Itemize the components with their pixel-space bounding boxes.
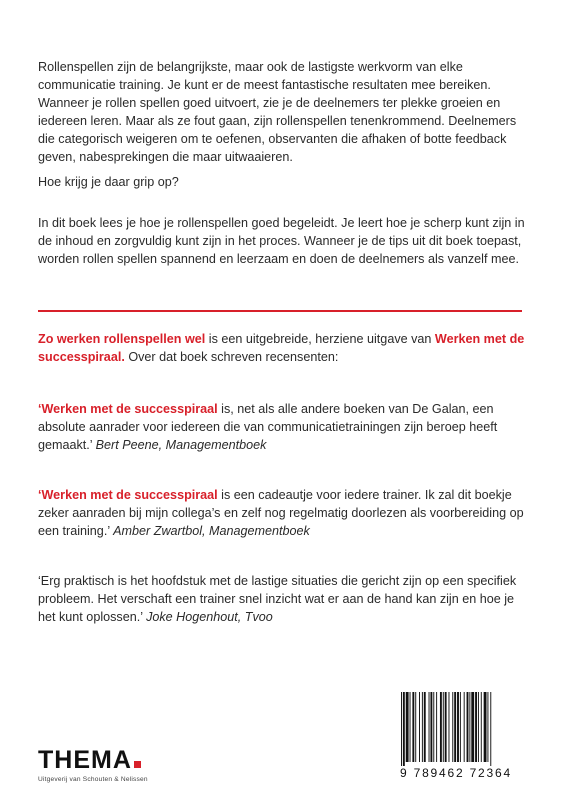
barcode-bar — [429, 692, 430, 762]
barcode-bar — [490, 692, 491, 766]
barcode-bar — [403, 692, 405, 766]
review-quote-lead: ‘Werken met de successpiraal — [38, 402, 218, 416]
barcode-bar — [487, 692, 488, 762]
barcode-bar — [436, 692, 437, 762]
review-attribution: Amber Zwartbol, Managementboek — [113, 524, 310, 538]
review-quote — [38, 486, 528, 540]
barcode-bar — [440, 692, 442, 762]
barcode-bar — [430, 692, 432, 762]
isbn-number: 9 789462 72364 — [400, 766, 522, 780]
barcode-bar — [401, 692, 402, 766]
barcode-bar — [460, 692, 461, 762]
review-quote — [38, 400, 528, 454]
barcode-bar — [471, 692, 474, 762]
review-quote-lead: ‘Werken met de successpiraal — [38, 488, 218, 502]
description-question: Hoe krijg je daar grip op? — [38, 175, 179, 189]
review-attribution: Bert Peene, Managementboek — [95, 438, 267, 452]
barcode-bar — [415, 692, 416, 762]
barcode-bar — [464, 692, 465, 762]
description-paragraph-2: In dit boek lees je hoe je rollenspellen goed begeleidt. Je leert hoe je scherp kunt zijn in de inhoud en zorgvuldig kunt zijn in het proces. Wanneer je de tips uit dit boek toepast, worden rollen spellen spannend en leerzaam en doen de deelnemers als vanzelf mee. — [38, 216, 525, 266]
barcode-bars — [398, 692, 522, 766]
barcode-bar — [424, 692, 426, 762]
barcode-bar — [443, 692, 444, 762]
barcode-bar — [422, 692, 423, 762]
barcode-bar — [419, 692, 420, 762]
barcode-bar — [469, 692, 470, 762]
logo-dot — [134, 761, 141, 768]
isbn-barcode — [398, 692, 522, 798]
book-title: Zo werken rollenspellen wel — [38, 332, 206, 346]
review-quote-text: is een cadeautje voor iedere trainer. Ik zal dit boekje zeker aanraden bij mijn collega’s en zelf nog regelmatig doorlezen als voorbereiding op een training.’ — [38, 488, 524, 538]
barcode-bar — [454, 692, 456, 762]
publisher-logo — [38, 748, 148, 783]
edition-note-text-b: Over dat boek schreven recensenten: — [124, 350, 339, 364]
barcode-bar — [467, 692, 469, 762]
barcode-bar — [410, 692, 411, 762]
barcode-bar — [449, 692, 450, 762]
barcode-bar — [445, 692, 447, 762]
edition-note — [38, 330, 528, 366]
barcode-bar — [475, 692, 477, 762]
barcode-bar — [457, 692, 459, 762]
review-quote-text: ‘Erg praktisch is het hoofdstuk met de lastige situaties die gericht zijn op een specifiek probleem. Het verschaft een trainer snel inzicht wat er aan de hand kan zijn en hoe je het kunt oplossen.’ — [38, 574, 517, 624]
review-quote-text: is, net als alle andere boeken van De Galan, een absolute aanrader voor iedereen die van communicatietrainingen zijn beroep heeft gemaakt.’ — [38, 402, 498, 452]
publisher-subtitle: Uitgeverij van Schouten & Nelissen — [38, 776, 148, 783]
description-paragraph-1: Rollenspellen zijn de belangrijkste, maar ook de lastigste werkvorm van elke communicatie training. Je kunt er de meest fantastische resultaten mee bereiken. Wanneer je rollen spellen goed uitvoert, zie je de deelnemers ter plekke groeien en iedereen leren. Maar als ze fout gaan, zijn rollenspellen tenenkrommend. Deelnemers die categorisch weigeren om te oefenen, observanten die afhaken of botte feedback geven, nabesprekingen die maar uitwaaieren. — [38, 60, 517, 164]
barcode-bar — [433, 692, 434, 762]
previous-book-title: Werken met de successpiraal. — [38, 332, 525, 364]
barcode-bar — [484, 692, 487, 762]
review-quote — [38, 572, 528, 626]
edition-note-text-a: is een uitgebreide, herziene uitgave van — [205, 332, 435, 346]
review-attribution: Joke Hogenhout, Tvoo — [146, 610, 273, 624]
barcode-bar — [478, 692, 479, 762]
barcode-bar — [406, 692, 409, 762]
barcode-bar — [452, 692, 453, 762]
publisher-name: THEMA — [38, 746, 132, 774]
barcode-bar — [412, 692, 414, 762]
red-divider — [38, 310, 522, 312]
barcode-bar — [481, 692, 482, 762]
